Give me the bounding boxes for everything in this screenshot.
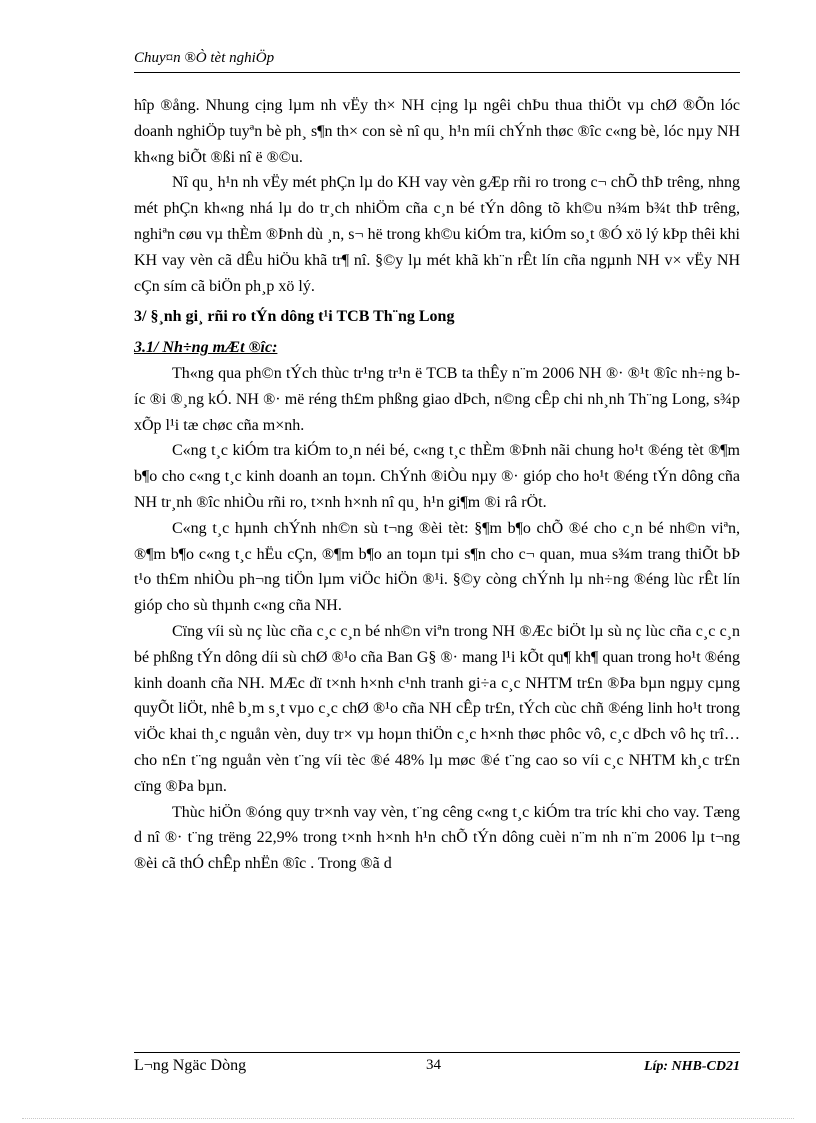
header-title: Chuy¤n ®Ò tèt nghiÖp [134, 50, 275, 66]
page-number: 34 [426, 1057, 441, 1073]
paragraph-2: Nî qu¸ h¹n nh vËy mét phÇn lµ do KH vay vèn gÆp rñi ro trong c¬ chÕ thÞ trêng, nhng mét phÇn kh«ng nhá lµ do tr¸ch nhiÖm cña c¸n bé tÝn dông tõ kh©u n¾m b¾t thÞ trêng, nghiªn cøu vµ thÈm ®Þnh dù ¸n, s¬ hë trong kh©u kiÓm tra, kiÓm so¸t ®Ó xö lý kÞp thêi khi KH vay vèn cã dÊu hiÖu khã tr¶ nî. §©y lµ mét khã kh¨n rÊt lín cña ngµnh NH v× vËy NH cÇn sím cã biÖn ph¸p xö lý. [134, 174, 740, 295]
section-heading: 3/ §¸nh gi¸ rñi ro tÝn dông t¹i TCB Th¨ng Long [134, 308, 455, 326]
page-body [134, 93, 740, 877]
paragraph-5: C«ng t¸c hµnh chÝnh nh©n sù t¬ng ®èi tèt: §¶m b¶o chÕ ®é cho c¸n bé nh©n viªn, ®¶m b¶o c«ng t¸c hËu cÇn, ®¶m b¶o an toµn tµi s¶n cho c¬ quan, mua s¾m trang thiÕt bÞ t¹o th£m nhiÒu ph¬ng tiÖn lµm viÖc hiÖn ®¹i. §©y còng chÝnh lµ nh÷ng ®éng lùc rÊt lín gióp cho sù thµnh c«ng cña NH. [134, 519, 740, 615]
footer-class-label: Líp: NHB-CD21 [643, 1059, 740, 1074]
paragraph-7: Thùc hiÖn ®óng quy tr×nh vay vèn, t¨ng cêng c«ng t¸c kiÓm tra tríc khi cho vay. Tæng d nî ®· t¨ng trëng 22,9% trong t×nh h×nh h¹n chÕ tÝn dông cuèi n¨m nh n¨m 2006 lµ t¬ng ®èi cã thÓ chÊp nhËn ®îc . Trong ®ã d [134, 803, 740, 873]
subsection-heading: 3.1/ Nh÷ng mÆt ®îc: [134, 339, 278, 357]
paragraph-3: Th«ng qua ph©n tÝch thùc tr¹ng tr¹n ë TCB ta thÊy n¨m 2006 NH ®· ®¹t ®îc nh÷ng bíc ®i ®¸ng kÓ. NH ®· më réng th£m phßng giao dÞch, n©ng cÊp chi nh¸nh Th¨ng Long, s¾p xÕp l¹i tæ chøc cña m×nh. [134, 364, 740, 434]
paragraph-6: Cïng víi sù nç lùc cña c¸c c¸n bé nh©n viªn trong NH ®Æc biÖt lµ sù nç lùc cña c¸c c¸n bé phßng tÝn dông díi sù chØ ®¹o cña Ban G§ ®· mang l¹i kÕt qu¶ kh¶ quan trong ho¹t ®éng kinh doanh cña NH. MÆc dï t×nh h×nh c¹nh tranh gi÷a c¸c NHTM tr£n ®Þa bµn ngµy cµng quyÕt liÖt, nhê b¸m s¸t vµo c¸c chØ ®¹o cña NH cÊp tr£n, tÝch cùc chñ ®éng linh ho¹t trong viÖc khai th¸c nguån vèn, duy tr× vµ hoµn thiÖn c¸c h×nh thøc phôc vô, c¸c dÞch vô hç trî… cho n£n t¨ng nguån vèn t¨ng víi tèc ®é 48% lµ møc ®é t¨ng cao so víi c¸c NHTM kh¸c tr£n cïng ®Þa bµn. [134, 622, 740, 795]
paragraph-1: hîp ®ång. Nhung cịng lµm nh vËy th× NH cịng lµ ngêi chÞu thua thiÖt vµ chØ ®Õn lóc doanh nghiÖp tuyªn bè ph¸ s¶n th× con sè nî qu¸ h¹n míi chÝnh thøc ®îc c«ng bè, lóc nµy NH kh«ng biÕt ®ßi nî ë ®©u. [134, 97, 740, 166]
page-footer [134, 1052, 740, 1079]
page-header [134, 48, 740, 73]
footer-author: L¬ng Ngäc Dòng [134, 1057, 247, 1074]
paragraph-4: C«ng t¸c kiÓm tra kiÓm to¸n néi bé, c«ng t¸c thÈm ®Þnh nãi chung ho¹t ®éng tèt ®¶m b¶o cho c«ng t¸c kinh doanh an toµn. ChÝnh ®iÒu nµy ®· gióp cho ho¹t ®éng tÝn dông cña NH tr¸nh ®îc nhiÒu rñi ro, t×nh h×nh nî qu¸ h¹n gi¶m ®i râ rÖt. [134, 442, 740, 511]
page-edge-divider [22, 1118, 794, 1119]
